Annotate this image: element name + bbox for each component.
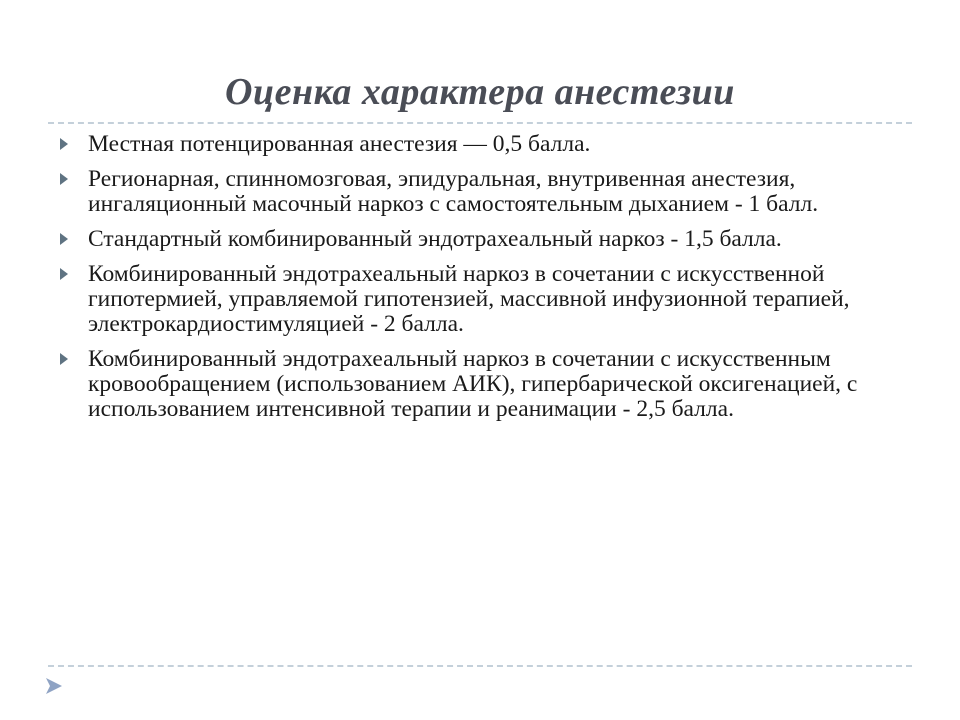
triangle-bullet-icon <box>60 173 68 185</box>
list-item <box>56 132 916 157</box>
title-divider <box>48 122 912 124</box>
triangle-bullet-icon <box>60 233 68 245</box>
nav-arrow-icon[interactable] <box>44 676 64 696</box>
triangle-bullet-icon <box>60 268 68 280</box>
bullet-text: Стандартный комбинированный эндотрахеальный наркоз - 1,5 балла. <box>88 226 782 252</box>
list-item <box>56 347 916 422</box>
bullet-text: Регионарная, спинномозговая, эпидуральная, внутривенная анестезия, ингаляционный масочный наркоз с самостоятельным дыханием - 1 балл. <box>88 166 819 217</box>
nav-arrow-shape <box>46 678 62 694</box>
bullet-list <box>56 132 916 432</box>
footer-divider <box>48 665 912 667</box>
list-item <box>56 167 916 217</box>
bullet-text: Комбинированный эндотрахеальный наркоз в сочетании с искусственным кровообращением (использованием АИК), гипербарической оксигенацией, с использованием интенсивной терапии и реанимации - 2,5 балла. <box>88 346 858 422</box>
list-item <box>56 227 916 252</box>
triangle-bullet-icon <box>60 138 68 150</box>
slide-title: Оценка характера анестезии <box>225 71 735 113</box>
bullet-text: Комбинированный эндотрахеальный наркоз в сочетании с искусственной гипотермией, управляемой гипотензией, массивной инфузионной терапией, электрокардиостимуляцией - 2 балла. <box>88 261 850 337</box>
triangle-bullet-icon <box>60 353 68 365</box>
list-item <box>56 262 916 337</box>
bullet-text: Местная потенцированная анестезия — 0,5 балла. <box>88 131 591 157</box>
